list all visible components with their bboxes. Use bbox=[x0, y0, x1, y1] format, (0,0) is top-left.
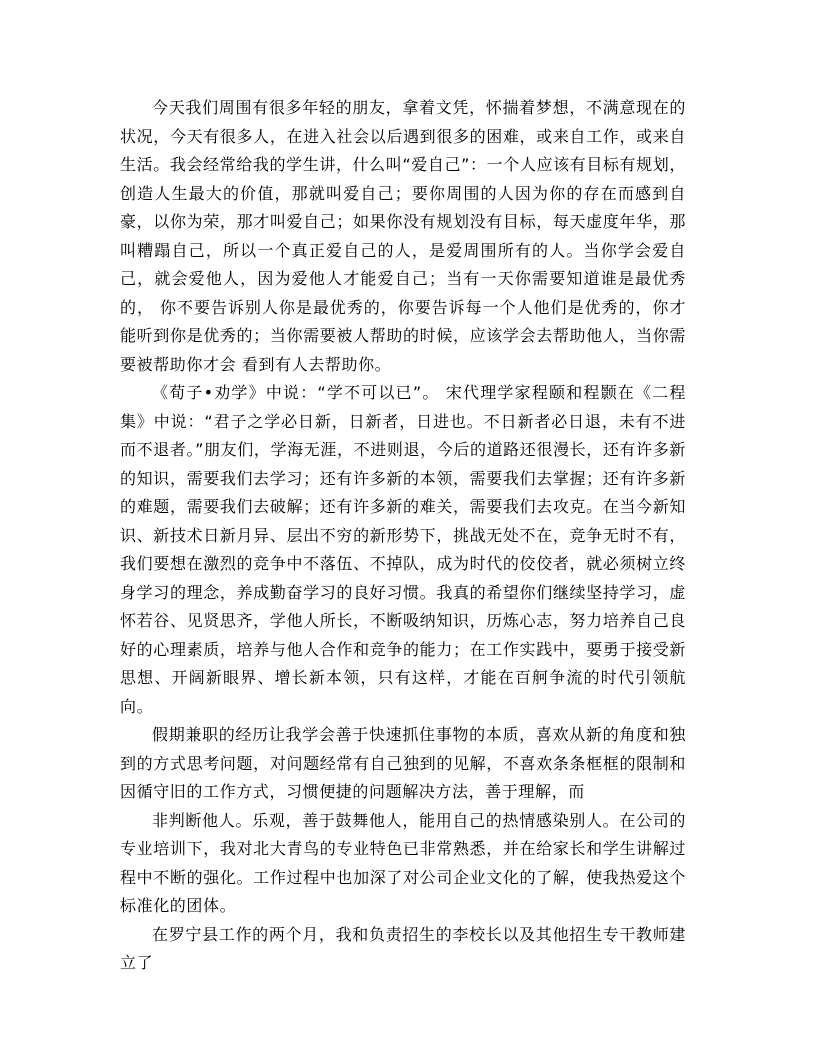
paragraph-part-time-experience: 假期兼职的经历让我学会善于快速抓住事物的本质，喜欢从新的角度和独到的方式思考问题，对问题经常有自己独到的见解，不喜欢条条框框的限制和因循守旧的工作方式，习惯便捷的问题解决方法，善于理解，而 bbox=[120, 725, 686, 801]
paragraph-love-yourself: 今天我们周围有很多年轻的朋友，拿着文凭，怀揣着梦想，不满意现在的状况，今天有很多人，在进入社会以后遇到很多的困难，或来自工作，或来自生活。我会经常给我的学生讲，什么叫“爱自己”：一个人应该有目标有规划，创造人生最大的价值，那就叫爱自己；要你周围的人因为你的存在而感到自豪，以你为荣，那才叫爱自己；如果你没有规划没有目标，每天虚度年华，那叫糟蹋自己，所以一个真正爱自己的人，是爱周围所有的人。当你学会爱自己，就会爱他人，因为爱他人才能爱自己；当有一天你需要知道谁是最优秀的， 你不要告诉别人你是最优秀的，你要告诉每一个人他们是优秀的，你才能听到你是优秀的；当你需要被人帮助的时候，应该学会去帮助他人，当你需要被帮助你才会 看到有人去帮助你。 bbox=[120, 98, 686, 374]
document-body bbox=[120, 94, 686, 978]
paragraph-lifelong-learning: 《荀子•劝学》中说：“学不可以已”。 宋代理学家程颐和程颢在《二程集》中说：“君子之学必日新，日新者，日进也。不日新者必日退，未有不进而不退者。”朋友们，学海无涯，不进则退，今后的道路还很漫长，还有许多新的知识，需要我们去学习；还有许多新的本领，需要我们去掌握；还有许多新的难题，需要我们去破解；还有许多新的难关，需要我们去攻克。在当今新知识、新技术日新月异、层出不穷的新形势下，挑战无处不在，竞争无时不有，我们要想在激烈的竞争中不落伍、不掉队，成为时代的佼佼者，就必须树立终身学习的理念，养成勤奋学习的良好习惯。我真的希望你们继续坚持学习，虚怀若谷、见贤思齐，学他人所长，不断吸纳知识，历炼心志，努力培养自己良好的心理素质，培养与他人合作和竞争的能力；在工作实践中，要勇于接受新思想、开阔新眼界、增长新本领，只有这样，才能在百舸争流的时代引领航向。 bbox=[120, 383, 686, 716]
paragraph-luoning-work: 在罗宁县工作的两个月，我和负责招生的李校长以及其他招生专干教师建立了 bbox=[120, 924, 686, 972]
paragraph-company-training: 非判断他人。乐观，善于鼓舞他人，能用自己的热情感染别人。在公司的专业培训下，我对北大青鸟的专业特色已非常熟悉，并在给家长和学生讲解过程中不断的强化。工作过程中也加深了对公司企业文化的了解，使我热爱这个标准化的团体。 bbox=[120, 810, 686, 915]
